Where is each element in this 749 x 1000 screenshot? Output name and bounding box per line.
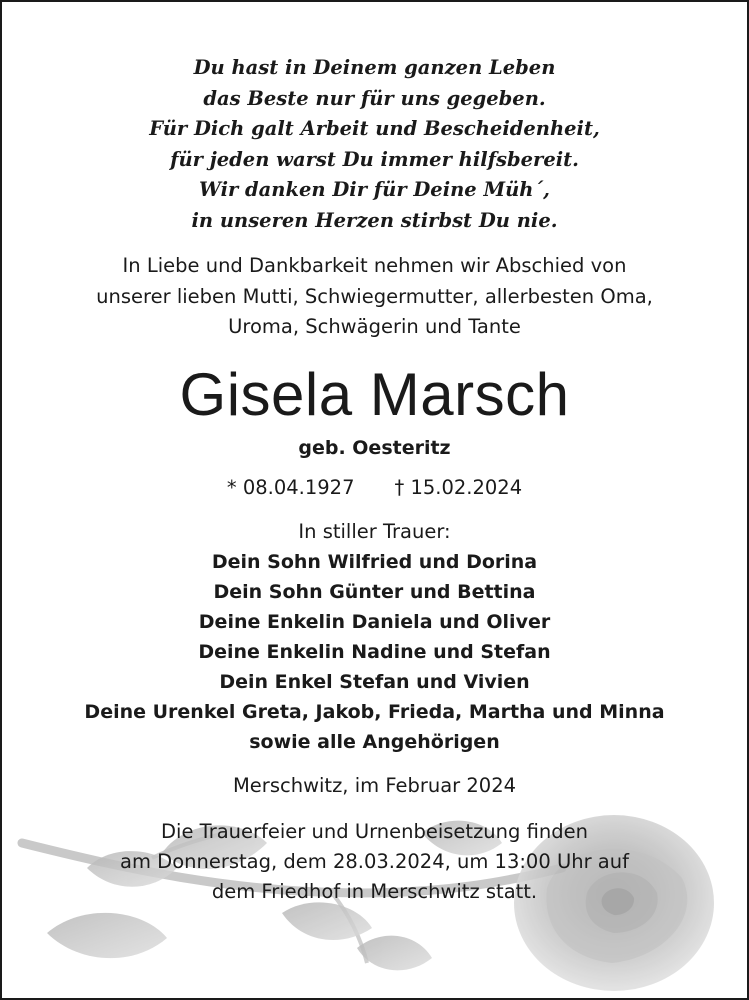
ceremony-line: dem Friedhof in Merschwitz statt. <box>211 880 538 903</box>
intro-line: unserer lieben Mutti, Schwiegermutter, allerbesten Oma, <box>96 284 653 308</box>
family-member: sowie alle Angehörigen <box>249 731 500 753</box>
deceased-name: Gisela Marsch <box>179 361 570 428</box>
poem-line: für jeden warst Du immer hilfsbereit. <box>170 147 579 171</box>
family-member: Dein Enkel Stefan und Vivien <box>219 671 530 693</box>
poem-line: das Beste nur für uns gegeben. <box>203 86 546 110</box>
ceremony-info <box>2 817 747 907</box>
family-member: Deine Urenkel Greta, Jakob, Frieda, Martha und Minna <box>84 701 665 723</box>
poem-line: in unseren Herzen stirbst Du nie. <box>191 208 558 232</box>
memorial-poem <box>2 53 747 236</box>
maiden-name: geb. Oesteritz <box>298 437 451 459</box>
poem-line: Für Dich galt Arbeit und Bescheidenheit, <box>149 117 600 140</box>
place-date: Merschwitz, im Februar 2024 <box>232 774 517 797</box>
farewell-intro <box>2 251 747 343</box>
family-list <box>2 547 747 757</box>
life-dates <box>2 473 747 503</box>
death-date: † 15.02.2024 <box>394 476 523 499</box>
ceremony-line: am Donnerstag, dem 28.03.2024, um 13:00 Uhr auf <box>120 850 629 873</box>
family-member: Dein Sohn Günter und Bettina <box>213 581 536 603</box>
intro-line: Uroma, Schwägerin und Tante <box>228 315 521 338</box>
ceremony-line: Die Trauerfeier und Urnenbeisetzung finden <box>161 820 588 843</box>
birth-date: * 08.04.1927 <box>226 476 355 499</box>
poem-line: Du hast in Deinem ganzen Leben <box>193 56 556 79</box>
family-member: Deine Enkelin Daniela und Oliver <box>198 611 551 633</box>
intro-line: In Liebe und Dankbarkeit nehmen wir Abschied von <box>122 254 627 277</box>
mourning-heading: In stiller Trauer: <box>298 520 451 543</box>
family-member: Deine Enkelin Nadine und Stefan <box>198 641 551 663</box>
family-member: Dein Sohn Wilfried und Dorina <box>211 551 538 573</box>
poem-line: Wir danken Dir für Deine Müh´, <box>199 178 550 201</box>
